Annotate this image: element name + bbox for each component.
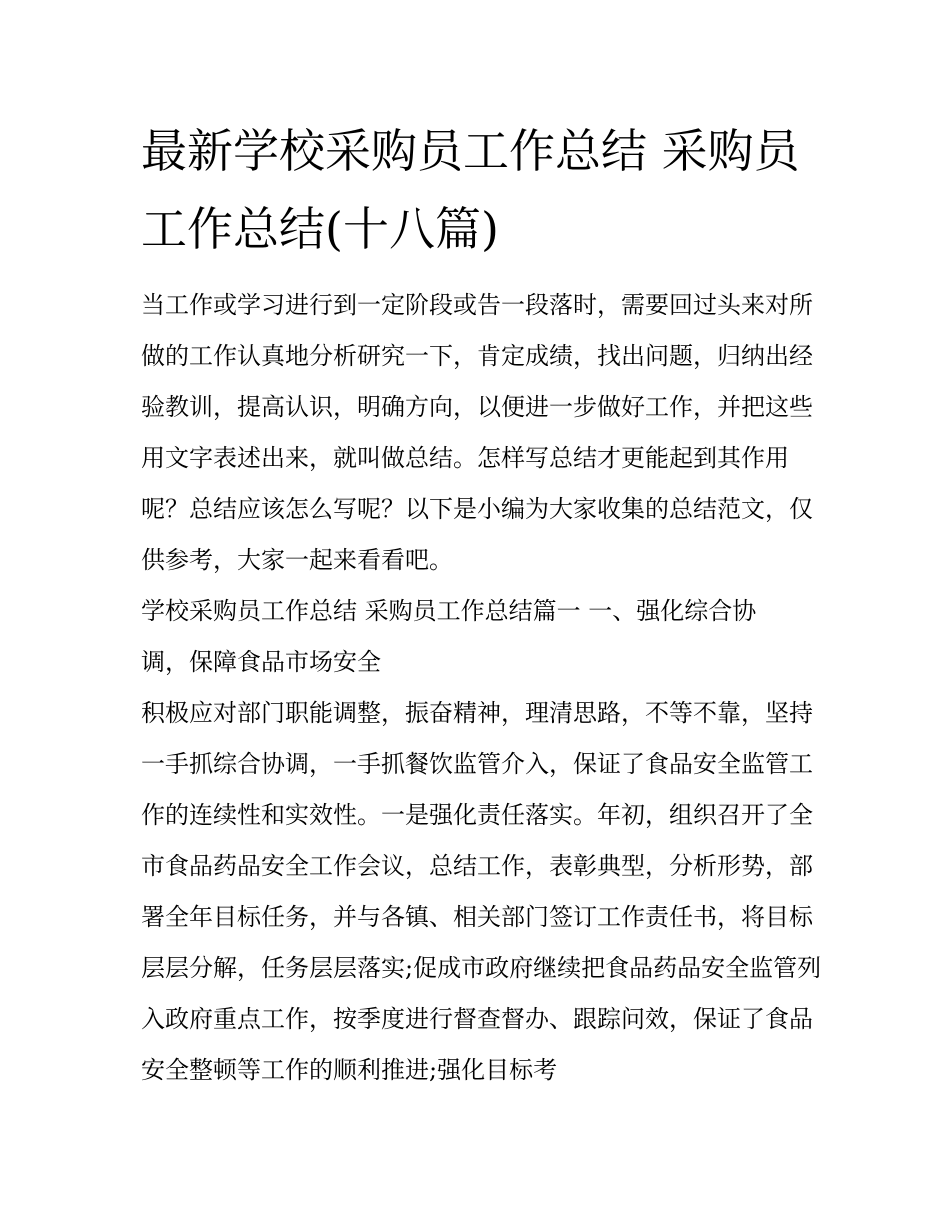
body-paragraph: 积极应对部门职能调整，振奋精神，理清思路，不等不靠，坚持一手抓综合协调，一手抓餐饮监管介入，保证了食品安全监管工作的连续性和实效性。一是强化责任落实。年初，组织召开了全市食品药品安全工作会议，总结工作，表彰典型，分析形势，部署全年目标任务，并与各镇、相关部门签订工作责任书，将目标层层分解，任务层层落实;促成市政府继续把食品药品安全监管列入政府重点工作，按季度进行督查督办、跟踪问效，保证了食品安全整顿等工作的顺利推进;强化目标考 (141, 699, 822, 1084)
document-title: 最新学校采购员工作总结 采购员工作总结(十八篇) (141, 124, 800, 256)
document-body (141, 280, 831, 1096)
intro-paragraph: 当工作或学习进行到一定阶段或告一段落时，需要回过头来对所做的工作认真地分析研究一下，肯定成绩，找出问题，归纳出经验教训，提高认识，明确方向，以便进一步做好工作，并把这些用文字表述出来，就叫做总结。怎样写总结才更能起到其作用呢？总结应该怎么写呢？以下是小编为大家收集的总结范文，仅供参考，大家一起来看看吧。 (141, 291, 813, 574)
section-heading-paragraph: 学校采购员工作总结 采购员工作总结篇一 一、强化综合协调，保障食品市场安全 (141, 597, 757, 676)
